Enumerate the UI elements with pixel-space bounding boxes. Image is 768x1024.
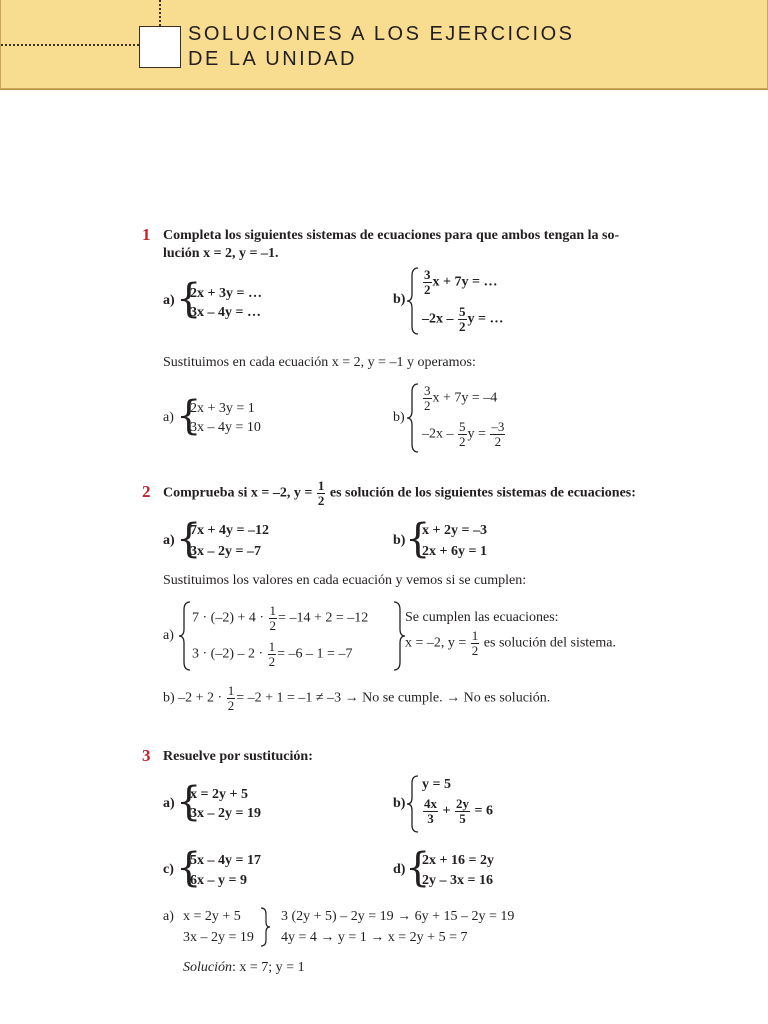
- ex3-sol-a-label: a): [163, 909, 174, 924]
- ex3-b-eq1: y = 5: [422, 777, 451, 792]
- ex1-sol-b-label: b): [393, 410, 405, 425]
- ex2-solution-intro: Sustituimos los valores en cada ecuación y vemos si se cumplen:: [163, 573, 527, 588]
- page-header: [0, 0, 768, 89]
- ex2-check-right-brace: [392, 600, 406, 672]
- ex1-a-eq2: 3x – 4y = …: [190, 305, 261, 320]
- exercise-1-prompt-line-1: Completa los siguientes sistemas de ecuaciones para que ambos tengan la so-: [163, 228, 620, 243]
- ex2-b-brace: {: [405, 516, 431, 562]
- ex2-a-eq1: 7x + 4y = –12: [190, 523, 269, 538]
- ex2-a-brace: {: [176, 516, 202, 562]
- ex3-sol-a-right-2: 4y = 4 → y = 1 → x = 2y + 5 = 7: [281, 930, 468, 945]
- title-line-2: DE LA UNIDAD: [188, 48, 357, 70]
- ex1-b-brace: [406, 266, 420, 336]
- exercise-3-number: 3: [142, 746, 151, 765]
- header-box: [139, 26, 181, 68]
- ex3-sol-a-brace: [259, 906, 271, 948]
- ex1-sol-b-brace: [406, 382, 420, 454]
- page-title: [188, 22, 574, 72]
- exercise-2-number: 2: [142, 482, 151, 501]
- exercise-1-number: 1: [142, 225, 151, 244]
- ex3-d-eq1: 2x + 16 = 2y: [422, 853, 494, 868]
- ex1-sol-a-eq2: 3x – 4y = 10: [190, 420, 261, 435]
- ex3-c-label: c): [163, 862, 174, 877]
- ex3-a-eq1: x = 2y + 5: [190, 787, 248, 802]
- exercise-2-prompt: Comprueba si x = –2, y = $\frac{1}{2}$ es solución de los siguientes sistemas de ecuaciones:: [163, 478, 636, 508]
- title-line-1: SOLUCIONES A LOS EJERCICIOS: [188, 23, 575, 45]
- ex2-b-eq2: 2x + 6y = 1: [422, 544, 487, 559]
- ex3-d-eq2: 2y – 3x = 16: [422, 873, 493, 888]
- ex1-a-brace: {: [176, 276, 202, 322]
- ex3-sol-a-left-2: 3x – 2y = 19: [183, 930, 254, 945]
- ex2-b-label: b): [393, 533, 406, 548]
- header-dotted-line: [1, 44, 139, 46]
- ex2-check-left-brace: [178, 600, 192, 672]
- ex2-b-check: b) –2 + 2 · $\frac{1}{2}$ = –2 + 1 = –1 ≠ –3 → No se cumple. → No es solución.: [163, 683, 551, 713]
- ex3-a-brace: {: [176, 779, 202, 825]
- ex3-sol-a-right-1: 3 (2y + 5) – 2y = 19 → 6y + 15 – 2y = 19: [281, 909, 515, 924]
- ex1-a-label: a): [163, 293, 175, 308]
- ex2-check-1: 7 · (–2) + 4 · $\frac{1}{2}$ = –14 + 2 = –12: [192, 603, 369, 633]
- ex1-b-label: b): [393, 292, 406, 307]
- ex2-check-2: 3 · (–2) – 2 · $\frac{1}{2}$ = –6 – 1 = –7: [192, 639, 353, 669]
- ex3-b-eq2: $\frac{4x}{3}$ + $\frac{2y}{5}$ = 6: [424, 796, 493, 826]
- ex3-b-label: b): [393, 796, 406, 811]
- ex3-c-brace: {: [176, 845, 202, 891]
- ex2-conclusion-line-1: Se cumplen las ecuaciones:: [405, 610, 559, 625]
- ex1-a-eq1: 2x + 3y = …: [190, 286, 262, 301]
- ex3-b-brace: [406, 774, 420, 834]
- ex1-sol-a-label: a): [163, 410, 174, 425]
- ex3-sol-a-left-1: x = 2y + 5: [183, 909, 241, 924]
- ex2-b-eq1: x + 2y = –3: [422, 523, 487, 538]
- ex1-sol-b-eq2: –2x – $\frac{5}{2}$ y = $\frac{-3}{2}$: [422, 419, 505, 449]
- ex3-solution: Solución: x = 7; y = 1: [183, 960, 305, 975]
- ex1-b-eq1: $\frac{3}{2}$ x + 7y = …: [424, 267, 498, 297]
- ex1-sol-a-eq1: 2x + 3y = 1: [190, 401, 255, 416]
- ex2-a-label: a): [163, 533, 175, 548]
- ex1-sol-a-brace: {: [176, 393, 202, 439]
- ex2-conclusion-line-2: x = –2, y = $\frac{1}{2}$ es solución del sistema.: [405, 628, 616, 658]
- header-dotted-line-vertical: [159, 0, 161, 26]
- exercise-3-prompt: Resuelve por sustitución:: [163, 749, 313, 764]
- ex3-d-label: d): [393, 862, 406, 877]
- ex1-solution-intro: Sustituimos en cada ecuación x = 2, y = –1 y operamos:: [163, 355, 476, 370]
- ex1-b-eq2: –2x – $\frac{5}{2}$ y = …: [422, 304, 504, 334]
- ex1-sol-b-eq1: $\frac{3}{2}$ x + 7y = –4: [424, 383, 498, 413]
- ex3-c-eq2: 6x – y = 9: [190, 873, 247, 888]
- ex3-c-eq1: 5x – 4y = 17: [190, 853, 261, 868]
- ex3-a-eq2: 3x – 2y = 19: [190, 806, 261, 821]
- ex2-sol-a-label: a): [163, 628, 174, 643]
- exercise-1-prompt-line-2: lución x = 2, y = –1.: [163, 246, 279, 261]
- ex2-a-eq2: 3x – 2y = –7: [190, 544, 261, 559]
- ex3-a-label: a): [163, 796, 175, 811]
- ex3-d-brace: {: [405, 845, 431, 891]
